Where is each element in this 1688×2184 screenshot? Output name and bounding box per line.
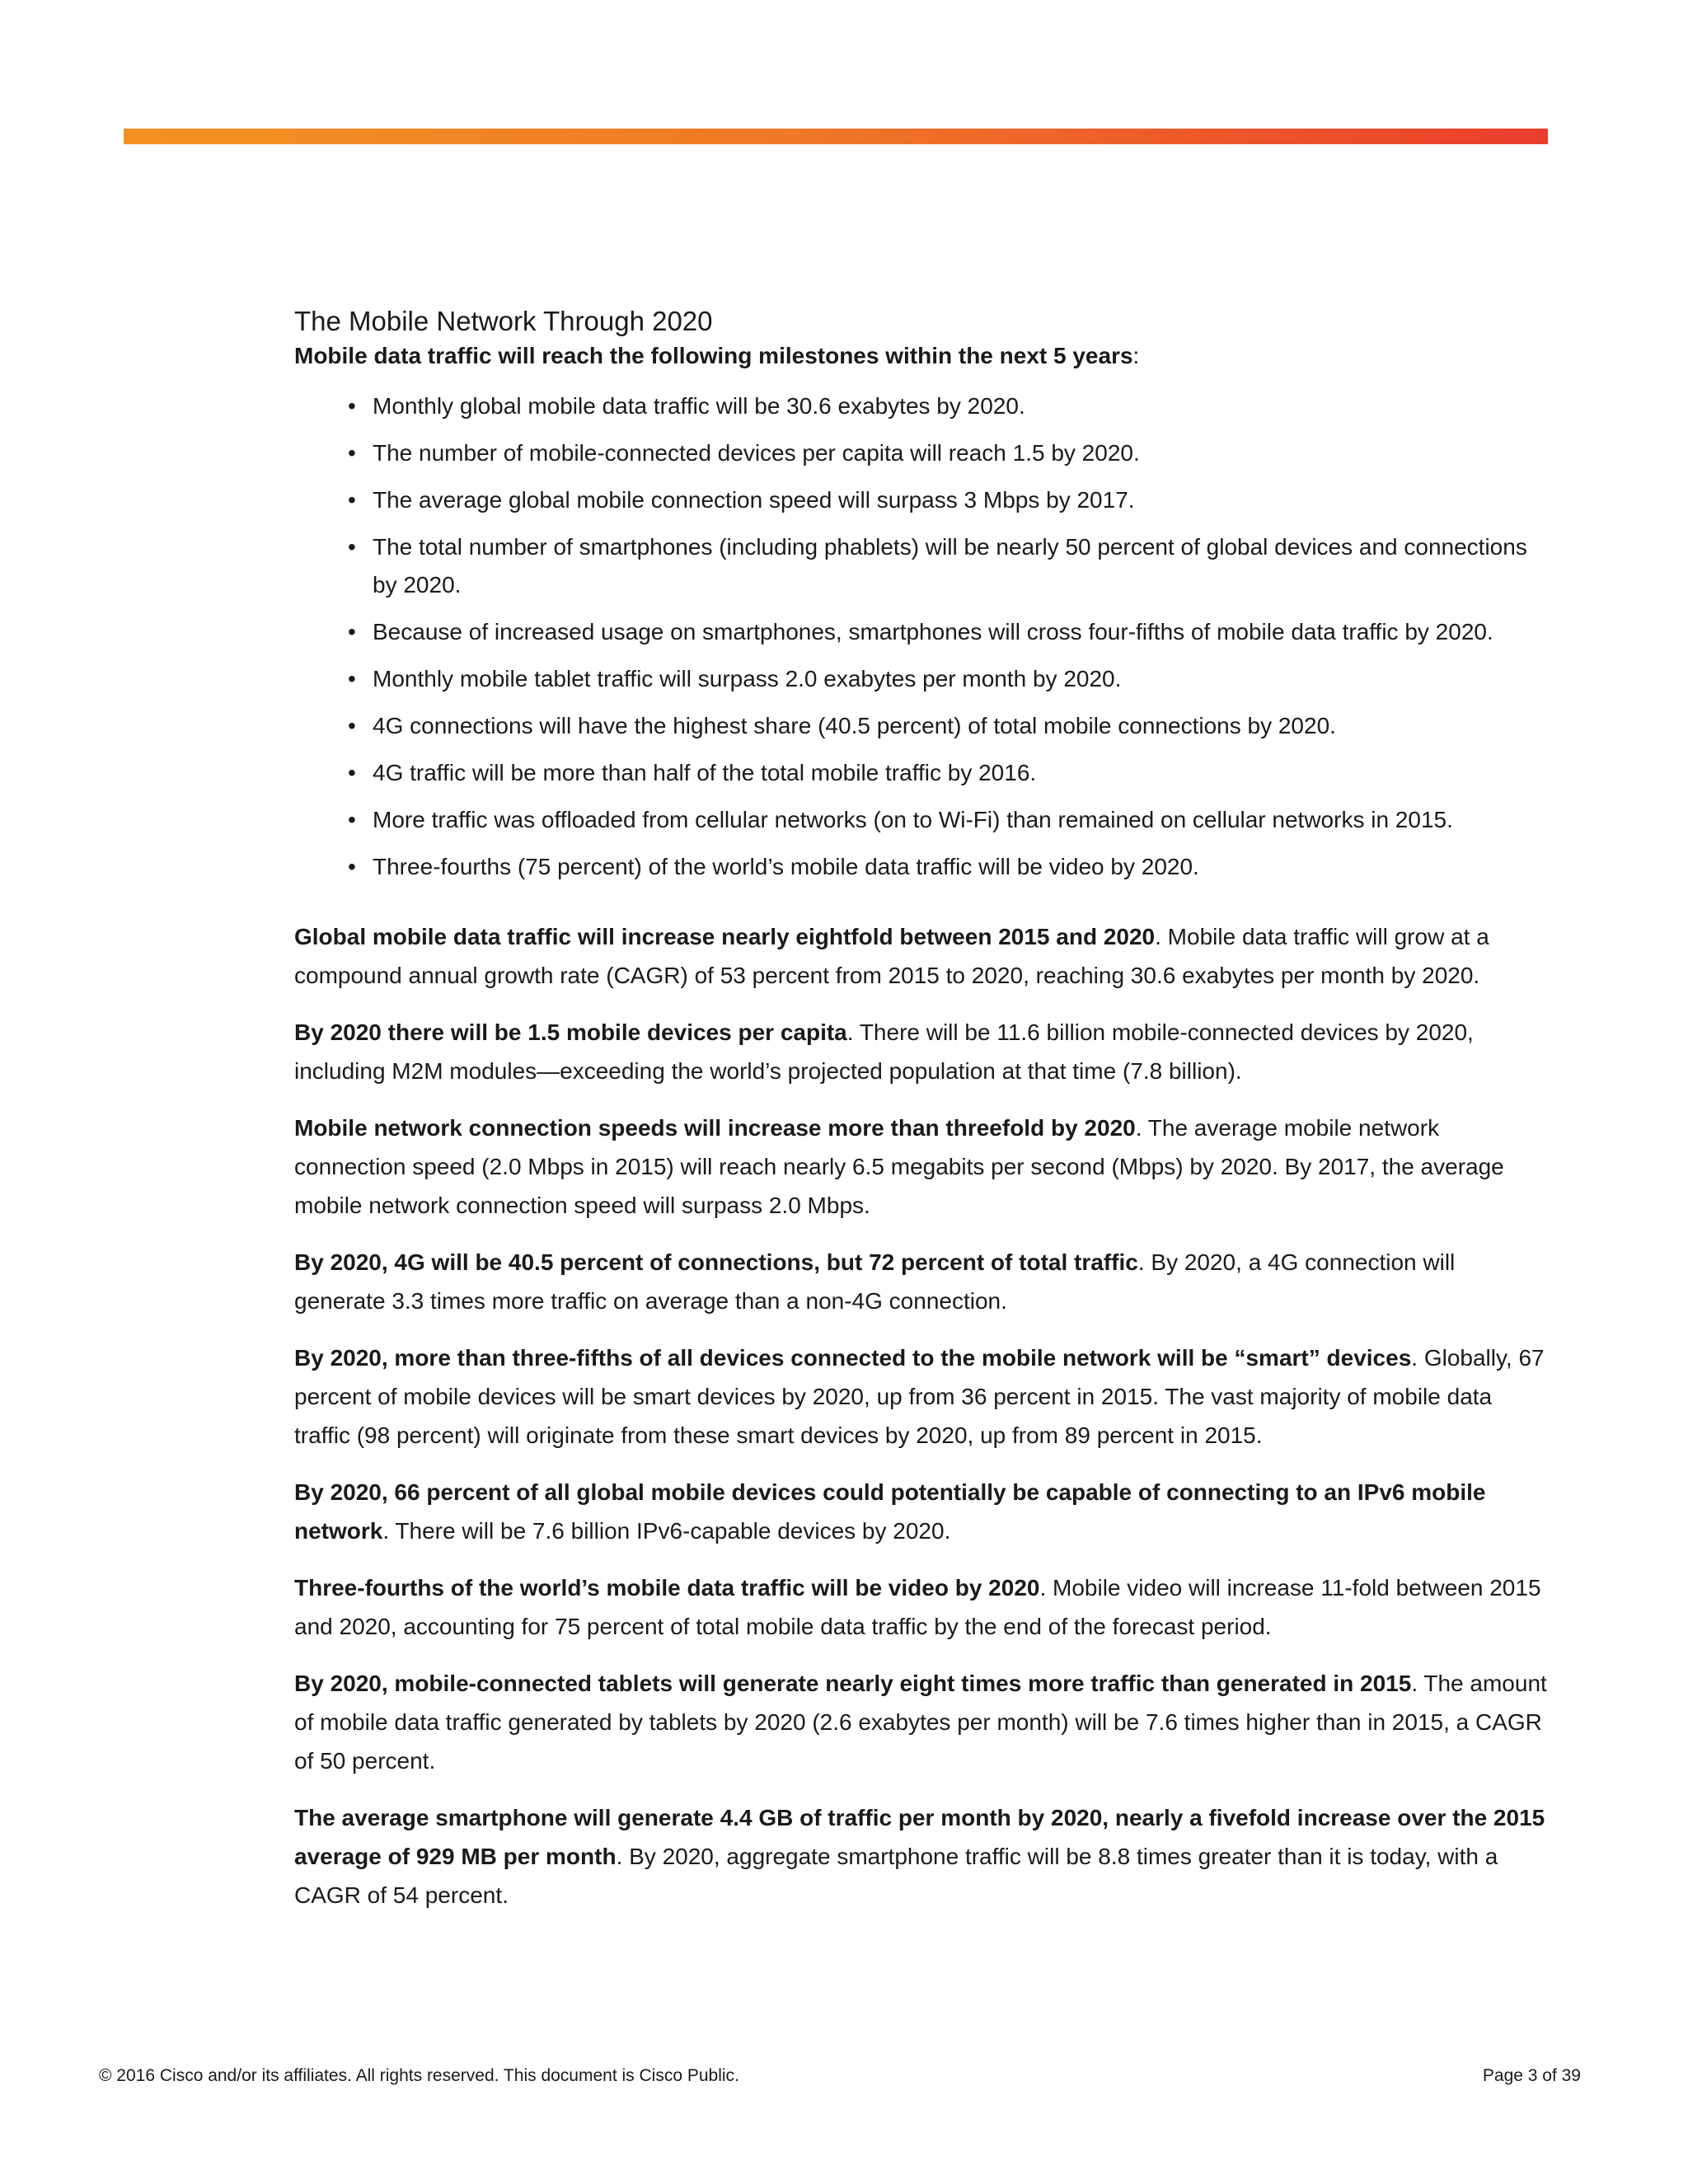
list-item xyxy=(294,387,1551,425)
finding-headline: By 2020, 66 percent of all global mobile devices could potentially be capable of connecting to an IPv6 mobile network xyxy=(294,1479,1486,1544)
bullet-icon: • xyxy=(348,487,356,513)
document-body xyxy=(294,303,1551,1933)
list-item-text: The average global mobile connection speed will surpass 3 Mbps by 2017. xyxy=(373,487,1135,513)
finding-headline: By 2020, 4G will be 40.5 percent of connections, but 72 percent of total traffic xyxy=(294,1249,1138,1275)
list-item xyxy=(294,848,1551,886)
section-title: The Mobile Network Through 2020 xyxy=(294,306,713,336)
list-item xyxy=(294,481,1551,519)
list-item xyxy=(294,613,1551,651)
finding-headline: Global mobile data traffic will increase nearly eightfold between 2015 and 2020 xyxy=(294,924,1156,949)
finding-paragraph xyxy=(294,1473,1551,1550)
list-item xyxy=(294,434,1551,472)
list-item xyxy=(294,528,1551,604)
finding-paragraph xyxy=(294,1108,1551,1225)
finding-detail: . By 2020, aggregate smartphone traffic will be 8.8 times greater than it is today, with a CAGR of 54 percent. xyxy=(294,1844,1498,1908)
finding-detail: . Mobile data traffic will grow at a compound annual growth rate (CAGR) of 53 percent from 2015 to 2020, reaching 30.6 exabytes per month by 2020. xyxy=(294,924,1489,988)
list-item-text: More traffic was offloaded from cellular networks (on to Wi-Fi) than remained on cellular networks in 2015. xyxy=(373,807,1453,832)
milestones-intro-tail: : xyxy=(1132,343,1140,368)
finding-detail: . Mobile video will increase 11-fold between 2015 and 2020, accounting for 75 percent of total mobile data traffic by the end of the forecast period. xyxy=(294,1575,1541,1639)
bullet-icon: • xyxy=(348,534,356,560)
finding-paragraph xyxy=(294,1664,1551,1780)
bullet-icon: • xyxy=(348,393,356,419)
footer-page-number: Page 3 of 39 xyxy=(1482,2066,1581,2085)
finding-paragraph xyxy=(294,1338,1551,1455)
finding-detail: . The amount of mobile data traffic generated by tablets by 2020 (2.6 exabytes per month) will be 7.6 times higher than in 2015, a CAGR of 50 percent. xyxy=(294,1671,1547,1774)
list-item xyxy=(294,754,1551,792)
finding-detail: . There will be 7.6 billion IPv6-capable devices by 2020. xyxy=(382,1518,951,1544)
finding-headline: By 2020, more than three-fifths of all devices connected to the mobile network will be “smart” devices xyxy=(294,1345,1412,1371)
bullet-icon: • xyxy=(348,760,356,785)
finding-headline: By 2020 there will be 1.5 mobile devices per capita xyxy=(294,1019,847,1045)
finding-paragraph xyxy=(294,1568,1551,1646)
list-item-text: Three-fourths (75 percent) of the world’s mobile data traffic will be video by 2020. xyxy=(373,854,1199,879)
footer-copyright: © 2016 Cisco and/or its affiliates. All rights reserved. This document is Cisco Public. xyxy=(99,2066,739,2085)
list-item xyxy=(294,660,1551,698)
list-item-text: The number of mobile-connected devices per capita will reach 1.5 by 2020. xyxy=(373,440,1140,466)
bullet-icon: • xyxy=(348,807,356,832)
bullet-icon: • xyxy=(348,666,356,691)
list-item-text: Monthly global mobile data traffic will be 30.6 exabytes by 2020. xyxy=(373,393,1025,419)
finding-detail: . There will be 11.6 billion mobile-connected devices by 2020, including M2M modules—exceeding the world’s projected population at that time (7.8 billion). xyxy=(294,1019,1474,1084)
finding-paragraph xyxy=(294,1013,1551,1090)
finding-detail: . By 2020, a 4G connection will generate 3.3 times more traffic on average than a non-4G connection. xyxy=(294,1249,1456,1314)
list-item-text: 4G traffic will be more than half of the total mobile traffic by 2016. xyxy=(373,760,1037,785)
finding-paragraph xyxy=(294,1243,1551,1320)
finding-headline: Three-fourths of the world’s mobile data traffic will be video by 2020 xyxy=(294,1575,1040,1601)
finding-paragraph xyxy=(294,1798,1551,1915)
finding-headline: By 2020, mobile-connected tablets will generate nearly eight times more traffic than generated in 2015 xyxy=(294,1671,1412,1696)
bullet-icon: • xyxy=(348,854,356,879)
finding-detail: . The average mobile network connection speed (2.0 Mbps in 2015) will reach nearly 6.5 megabits per second (Mbps) by 2020. By 2017, the average mobile network connection speed will surpass 2.0 Mbps. xyxy=(294,1115,1504,1218)
header-accent-bar xyxy=(124,129,1548,144)
milestones-intro-bold: Mobile data traffic will reach the following milestones within the next 5 years xyxy=(294,343,1133,368)
list-item-text: Because of increased usage on smartphones, smartphones will cross four-fifths of mobile data traffic by 2020. xyxy=(373,619,1493,644)
list-item xyxy=(294,707,1551,745)
bullet-icon: • xyxy=(348,440,356,466)
list-item-text: Monthly mobile tablet traffic will surpass 2.0 exabytes per month by 2020. xyxy=(373,666,1122,691)
list-item-text: The total number of smartphones (including phablets) will be nearly 50 percent of global devices and connections by 2020. xyxy=(373,534,1527,598)
finding-headline: The average smartphone will generate 4.4 GB of traffic per month by 2020, nearly a fivefold increase over the 2015 average of 929 MB per month xyxy=(294,1805,1545,1869)
findings xyxy=(294,917,1551,1915)
milestones-intro xyxy=(294,340,1551,373)
milestones-list xyxy=(294,387,1551,886)
bullet-icon: • xyxy=(348,619,356,644)
finding-headline: Mobile network connection speeds will increase more than threefold by 2020 xyxy=(294,1115,1136,1141)
list-item-text: 4G connections will have the highest share (40.5 percent) of total mobile connections by 2020. xyxy=(373,713,1336,738)
finding-detail: . Globally, 67 percent of mobile devices will be smart devices by 2020, up from 36 percent in 2015. The vast majority of mobile data traffic (98 percent) will originate from these smart devices by 2020, up from 89 percent in 2015. xyxy=(294,1345,1545,1448)
bullet-icon: • xyxy=(348,713,356,738)
finding-paragraph xyxy=(294,917,1551,995)
list-item xyxy=(294,801,1551,839)
